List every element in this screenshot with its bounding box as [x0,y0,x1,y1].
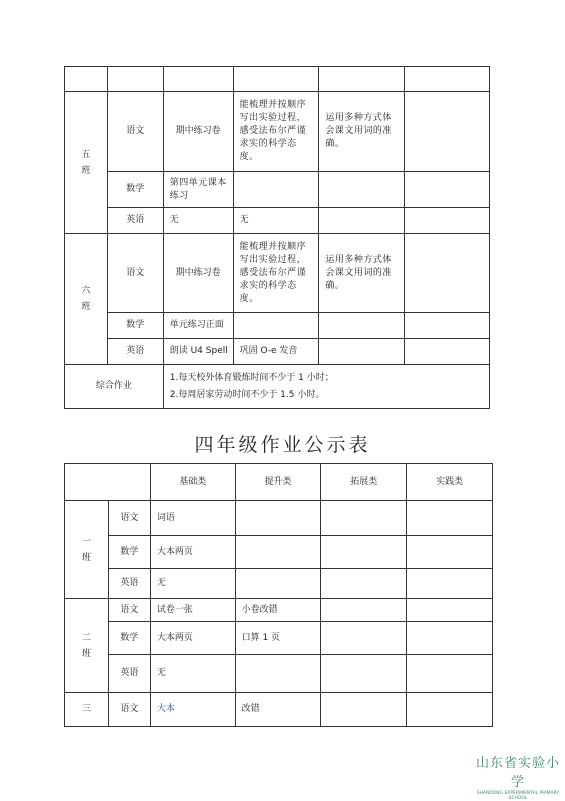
table-row [65,569,493,599]
table-row [65,234,490,313]
school-logo-cn: 山东省实验小学 [475,756,560,790]
subject-cell: 语文 [107,92,163,172]
grade-homework-table-continued [64,66,490,409]
comprehensive-content: 1.每天校外体育锻炼时间不少于 1 小时； 2.每周居家劳动时间不少于 1.5 小时。 [163,365,489,409]
table-row [65,365,490,409]
comprehensive-label: 综合作业 [65,365,164,409]
school-logo [474,752,562,801]
practice-homework-cell [405,92,490,172]
improve-homework-cell: 口算 1 页 [235,622,321,655]
table-row [65,655,493,693]
basic-homework-cell: 第四单元课本练习 [163,172,233,208]
header-extend: 拓展类 [321,464,407,501]
class-name-cell: 六 班 [65,234,108,365]
subject-cell: 英语 [107,339,163,365]
subject-cell: 语文 [108,693,150,727]
header-basic: 基础类 [150,464,235,501]
table-row [65,67,490,92]
grade4-homework-table [64,463,493,727]
table-row [65,313,490,339]
subject-cell: 语文 [108,599,150,622]
subject-cell: 英语 [108,569,150,599]
table-row [65,501,493,536]
subject-cell: 英语 [107,208,163,234]
school-logo-en: SHANDONG EXPERIMENTAL PRIMARY SCHOOL [476,791,560,801]
page-title: 四年级作业公示表 [194,434,371,456]
basic-homework-cell: 朗读 U4 Spell [163,339,233,365]
class-name-cell: 一 班 [65,501,109,599]
improve-homework-cell: 小卷改错 [235,599,321,622]
subject-cell: 语文 [107,234,163,313]
extend-homework-cell: 运用多种方式体会课文用词的准确。 [319,92,405,172]
basic-homework-cell: 期中练习卷 [163,234,233,313]
table-row [65,536,493,569]
basic-homework-cell: 期中练习卷 [163,92,233,172]
subject-cell: 语文 [108,501,150,536]
header-improve: 提升类 [235,464,321,501]
subject-cell: 数学 [107,172,163,208]
header-practice: 实践类 [407,464,493,501]
table-header-row [65,464,493,501]
basic-homework-cell: 无 [163,208,233,234]
subject-cell: 数学 [107,313,163,339]
table-row [65,92,490,172]
extend-homework-cell: 运用多种方式体会课文用词的准确。 [319,234,405,313]
basic-homework-cell: 单元练习正面 [163,313,233,339]
basic-homework-cell: 词语 [150,501,235,536]
basic-homework-cell: 无 [150,569,235,599]
basic-homework-cell: 大本两页 [150,536,235,569]
table-row [65,339,490,365]
table-row [65,208,490,234]
table-row [65,693,493,727]
subject-cell: 英语 [108,655,150,693]
table-row [65,599,493,622]
table-row [65,172,490,208]
basic-homework-cell: 试卷一张 [150,599,235,622]
class-name-cell: 五 班 [65,92,108,234]
improve-homework-cell: 巩固 O-e 发音 [233,339,319,365]
basic-homework-cell: 无 [150,655,235,693]
improve-homework-cell: 改错 [235,693,321,727]
improve-homework-cell: 无 [233,208,319,234]
table-row [65,622,493,655]
basic-homework-cell: 大本两页 [150,622,235,655]
class-name-cell: 二 班 [65,599,109,693]
basic-homework-cell: 大本 [150,693,235,727]
improve-homework-cell: 能梳理并按顺序写出实验过程，感受法布尔严谨求实的科学态度。 [233,92,319,172]
class-name-cell: 三 [65,693,109,727]
subject-cell: 数学 [108,536,150,569]
subject-cell: 数学 [108,622,150,655]
improve-homework-cell: 能梳理并按顺序写出实验过程，感受法布尔严谨求实的科学态度。 [233,234,319,313]
practice-homework-cell [405,234,490,313]
